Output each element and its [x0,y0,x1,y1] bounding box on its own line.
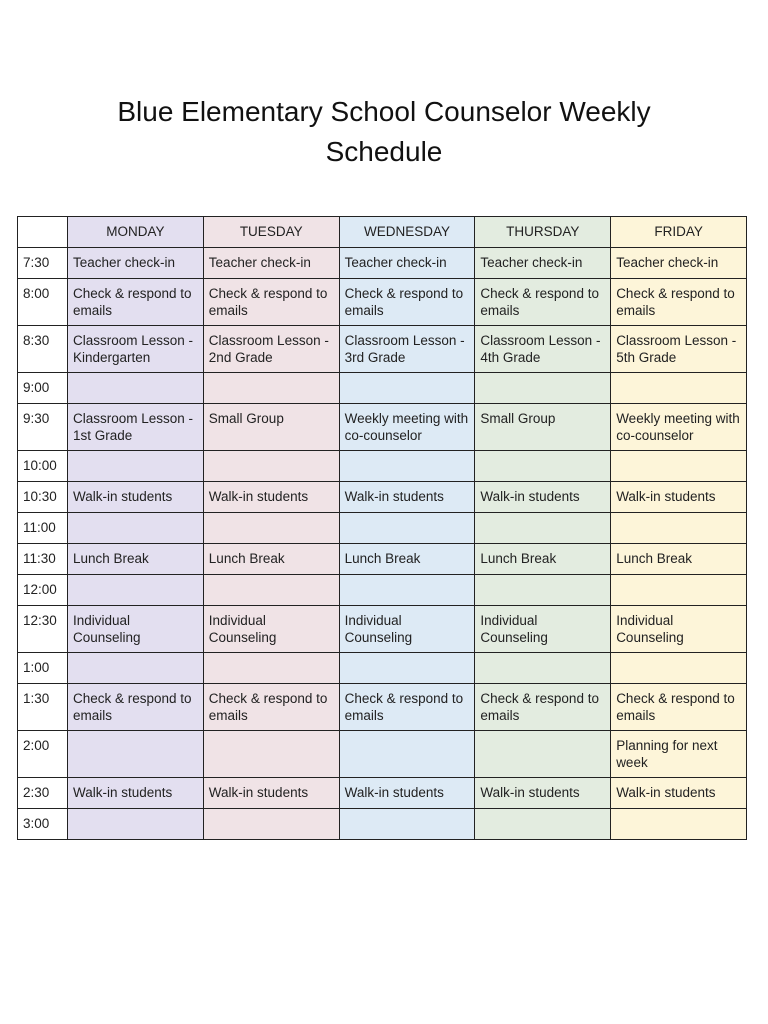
schedule-cell [203,575,339,606]
schedule-cell: Classroom Lesson - 4th Grade [475,326,611,373]
schedule-cell: Teacher check-in [339,248,475,279]
schedule-cell: Walk-in students [475,482,611,513]
schedule-cell: Check & respond to emails [475,279,611,326]
time-cell: 12:30 [18,606,68,653]
table-row [18,544,747,575]
schedule-cell [611,575,747,606]
time-cell: 1:30 [18,684,68,731]
table-row [18,731,747,778]
page-title: Blue Elementary School Counselor Weekly Schedule [117,96,651,167]
schedule-cell: Check & respond to emails [475,684,611,731]
schedule-cell [475,731,611,778]
table-row [18,684,747,731]
schedule-cell [611,653,747,684]
schedule-cell: Walk-in students [339,778,475,809]
schedule-cell: Classroom Lesson - 3rd Grade [339,326,475,373]
schedule-cell [475,809,611,840]
schedule-cell: Small Group [475,404,611,451]
table-row [18,809,747,840]
table-row [18,451,747,482]
schedule-cell: Planning for next week [611,731,747,778]
schedule-cell [339,575,475,606]
corner-cell [18,217,68,248]
day-header-tuesday: TUESDAY [203,217,339,248]
time-cell: 3:00 [18,809,68,840]
schedule-cell [68,373,204,404]
schedule-cell: Check & respond to emails [203,684,339,731]
time-cell: 10:30 [18,482,68,513]
time-cell: 2:30 [18,778,68,809]
schedule-cell [203,451,339,482]
schedule-cell: Small Group [203,404,339,451]
schedule-cell: Walk-in students [68,778,204,809]
time-cell: 11:30 [18,544,68,575]
schedule-cell: Check & respond to emails [611,279,747,326]
table-row [18,482,747,513]
day-header-monday: MONDAY [68,217,204,248]
schedule-cell [475,653,611,684]
schedule-cell [68,513,204,544]
time-cell: 2:00 [18,731,68,778]
schedule-cell: Classroom Lesson - 2nd Grade [203,326,339,373]
time-cell: 1:00 [18,653,68,684]
schedule-cell: Individual Counseling [339,606,475,653]
schedule-cell: Individual Counseling [475,606,611,653]
schedule-cell: Individual Counseling [203,606,339,653]
schedule-cell: Walk-in students [203,778,339,809]
table-row [18,778,747,809]
schedule-cell [475,373,611,404]
schedule-cell: Walk-in students [339,482,475,513]
schedule-cell: Classroom Lesson - Kindergarten [68,326,204,373]
schedule-cell: Lunch Break [475,544,611,575]
schedule-cell [475,575,611,606]
schedule-cell: Walk-in students [611,778,747,809]
schedule-cell: Check & respond to emails [611,684,747,731]
table-row [18,404,747,451]
schedule-cell [339,809,475,840]
time-cell: 11:00 [18,513,68,544]
table-row [18,373,747,404]
schedule-cell [203,513,339,544]
day-header-wednesday: WEDNESDAY [339,217,475,248]
schedule-cell [203,809,339,840]
schedule-cell [339,373,475,404]
schedule-cell [68,451,204,482]
time-cell: 12:00 [18,575,68,606]
schedule-cell: Check & respond to emails [68,279,204,326]
table-row [18,326,747,373]
time-cell: 9:00 [18,373,68,404]
day-header-thursday: THURSDAY [475,217,611,248]
schedule-cell: Walk-in students [68,482,204,513]
time-cell: 9:30 [18,404,68,451]
schedule-cell [68,809,204,840]
schedule-cell: Walk-in students [611,482,747,513]
table-row [18,513,747,544]
schedule-cell: Check & respond to emails [339,684,475,731]
time-cell: 10:00 [18,451,68,482]
schedule-cell [611,373,747,404]
schedule-cell: Check & respond to emails [339,279,475,326]
table-row [18,279,747,326]
schedule-cell: Lunch Break [203,544,339,575]
schedule-cell [203,373,339,404]
schedule-cell [68,575,204,606]
schedule-cell [203,731,339,778]
schedule-cell: Teacher check-in [475,248,611,279]
schedule-cell: Lunch Break [339,544,475,575]
schedule-cell: Teacher check-in [203,248,339,279]
schedule-cell [68,731,204,778]
schedule-cell [611,513,747,544]
time-cell: 8:30 [18,326,68,373]
schedule-cell [475,513,611,544]
schedule-cell [339,451,475,482]
schedule-cell: Lunch Break [68,544,204,575]
day-header-friday: FRIDAY [611,217,747,248]
schedule-cell: Check & respond to emails [203,279,339,326]
schedule-table [17,216,747,840]
schedule-cell [339,513,475,544]
schedule-cell: Teacher check-in [611,248,747,279]
schedule-cell: Check & respond to emails [68,684,204,731]
time-cell: 8:00 [18,279,68,326]
schedule-cell [68,653,204,684]
table-row [18,653,747,684]
schedule-cell: Classroom Lesson - 5th Grade [611,326,747,373]
schedule-cell [203,653,339,684]
time-cell: 7:30 [18,248,68,279]
schedule-cell: Weekly meeting with co-counselor [339,404,475,451]
header-row [18,217,747,248]
schedule-cell [611,809,747,840]
table-row [18,606,747,653]
schedule-cell: Walk-in students [203,482,339,513]
schedule-cell: Walk-in students [475,778,611,809]
table-row [18,575,747,606]
schedule-cell [339,653,475,684]
schedule-cell: Teacher check-in [68,248,204,279]
schedule-cell: Weekly meeting with co-counselor [611,404,747,451]
schedule-cell: Individual Counseling [68,606,204,653]
schedule-cell: Lunch Break [611,544,747,575]
table-row [18,248,747,279]
schedule-cell [475,451,611,482]
schedule-cell: Classroom Lesson - 1st Grade [68,404,204,451]
schedule-cell [339,731,475,778]
schedule-cell [611,451,747,482]
schedule-cell: Individual Counseling [611,606,747,653]
